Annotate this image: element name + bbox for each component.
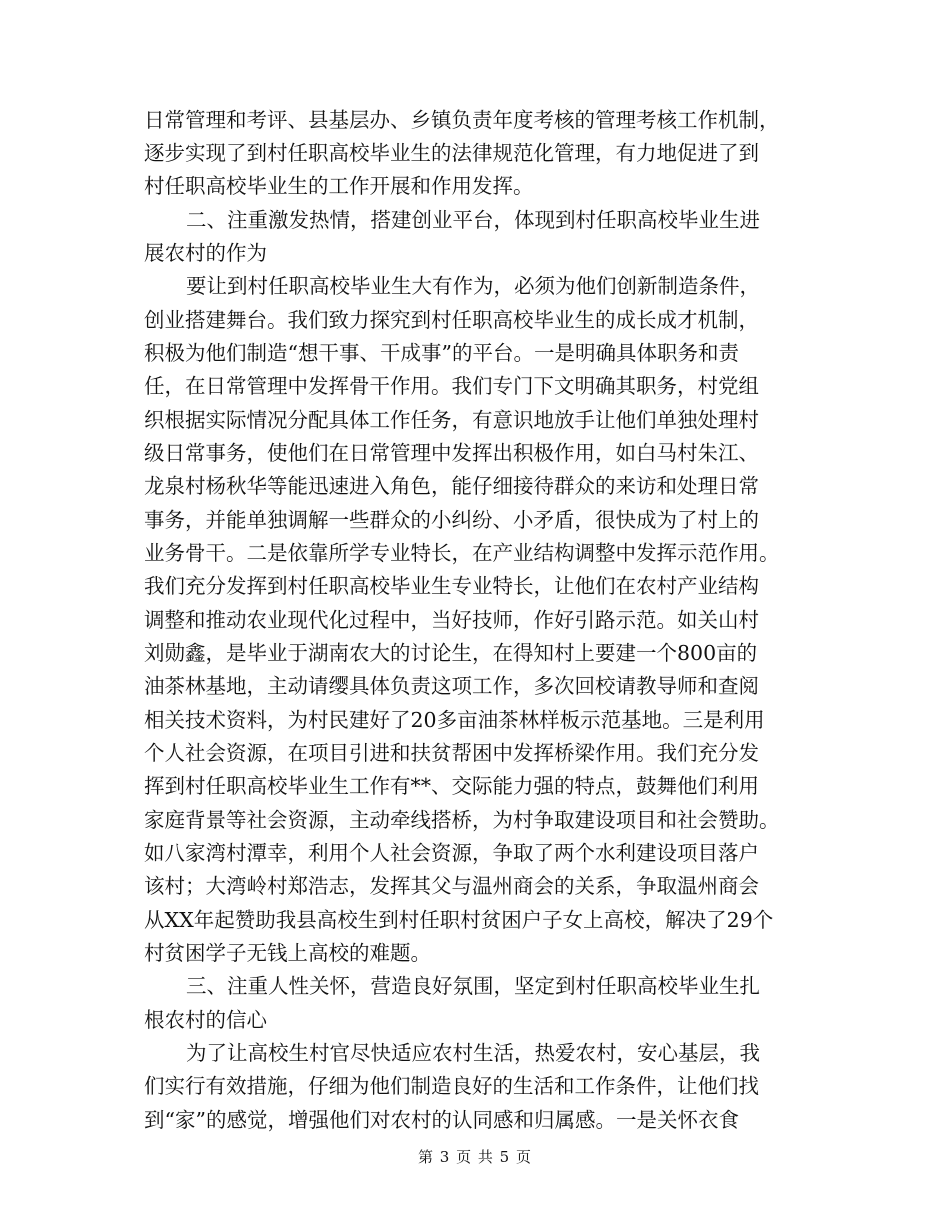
text-line: 日常管理和考评、县基层办、乡镇负责年度考核的管理考核工作机制， bbox=[144, 108, 780, 132]
text-line: 村任职高校毕业生的工作开展和作用发挥。 bbox=[144, 174, 534, 198]
section-heading: 三、注重人性关怀，营造良好氛围，坚定到村任职高校毕业生扎 bbox=[186, 974, 760, 998]
text-line: 该村；大湾岭村郑浩志，发挥其父与温州商会的关系，争取温州商会 bbox=[144, 874, 759, 898]
section-heading: 根农村的信心 bbox=[144, 1008, 267, 1032]
text-line: 调整和推动农业现代化过程中，当好技师，作好引路示范。如关山村 bbox=[144, 608, 759, 632]
text-line: 如八家湾村潭幸，利用个人社会资源，争取了两个水利建设项目落户 bbox=[144, 841, 759, 865]
text-line: 龙泉村杨秋华等能迅速进入角色，能仔细接待群众的来访和处理日常 bbox=[144, 474, 759, 498]
text-line: 织根据实际情况分配具体工作任务，有意识地放手让他们单独处理村 bbox=[144, 408, 759, 432]
text-line: 我们充分发挥到村任职高校毕业生专业特长，让他们在农村产业结构 bbox=[144, 574, 759, 598]
text-line: 创业搭建舞台。我们致力探究到村任职高校毕业生的成长成才机制， bbox=[144, 308, 759, 332]
text-line: 事务，并能单独调解一些群众的小纠纷、小矛盾，很快成为了村上的 bbox=[144, 508, 759, 532]
text-line: 挥到村任职高校毕业生工作有**、交际能力强的特点，鼓舞他们利用 bbox=[144, 774, 759, 798]
text-line: 们实行有效措施，仔细为他们制造良好的生活和工作条件，让他们找 bbox=[144, 1074, 759, 1098]
text-line: 为了让高校生村官尽快适应农村生活，热爱农村，安心基层，我 bbox=[186, 1041, 760, 1065]
text-line: 从XX年起赞助我县高校生到村任职村贫困户子女上高校，解决了29个 bbox=[144, 908, 774, 932]
text-line: 家庭背景等社会资源，主动牵线搭桥，为村争取建设项目和社会赞助。 bbox=[144, 808, 780, 832]
section-heading: 展农村的作为 bbox=[144, 241, 267, 265]
page-footer: 第 3 页 共 5 页 bbox=[418, 1148, 532, 1166]
text-line: 相关技术资料，为村民建好了20多亩油茶林样板示范基地。三是利用 bbox=[144, 708, 765, 732]
text-line: 个人社会资源，在项目引进和扶贫帮困中发挥桥梁作用。我们充分发 bbox=[144, 741, 759, 765]
text-line: 任，在日常管理中发挥骨干作用。我们专门下文明确其职务，村党组 bbox=[144, 374, 759, 398]
section-heading: 二、注重激发热情，搭建创业平台，体现到村任职高校毕业生进 bbox=[186, 208, 760, 232]
text-line: 级日常事务，使他们在日常管理中发挥出积极作用，如白马村朱江、 bbox=[144, 441, 759, 465]
text-line: 油茶林基地，主动请缨具体负责这项工作，多次回校请教导师和查阅 bbox=[144, 674, 759, 698]
text-line: 业务骨干。二是依靠所学专业特长，在产业结构调整中发挥示范作用。 bbox=[144, 541, 780, 565]
text-line: 村贫困学子无钱上高校的难题。 bbox=[144, 941, 431, 965]
text-line: 要让到村任职高校毕业生大有作为，必须为他们创新制造条件， bbox=[186, 274, 760, 298]
text-line: 刘勋鑫，是毕业于湖南农大的讨论生，在得知村上要建一个800亩的 bbox=[144, 641, 758, 665]
text-line: 积极为他们制造“想干事、干成事”的平台。一是明确具体职务和责 bbox=[144, 341, 739, 365]
text-line: 逐步实现了到村任职高校毕业生的法律规范化管理，有力地促进了到 bbox=[144, 141, 759, 165]
text-line: 到“家”的感觉，增强他们对农村的认同感和归属感。一是关怀衣食 bbox=[144, 1108, 739, 1132]
